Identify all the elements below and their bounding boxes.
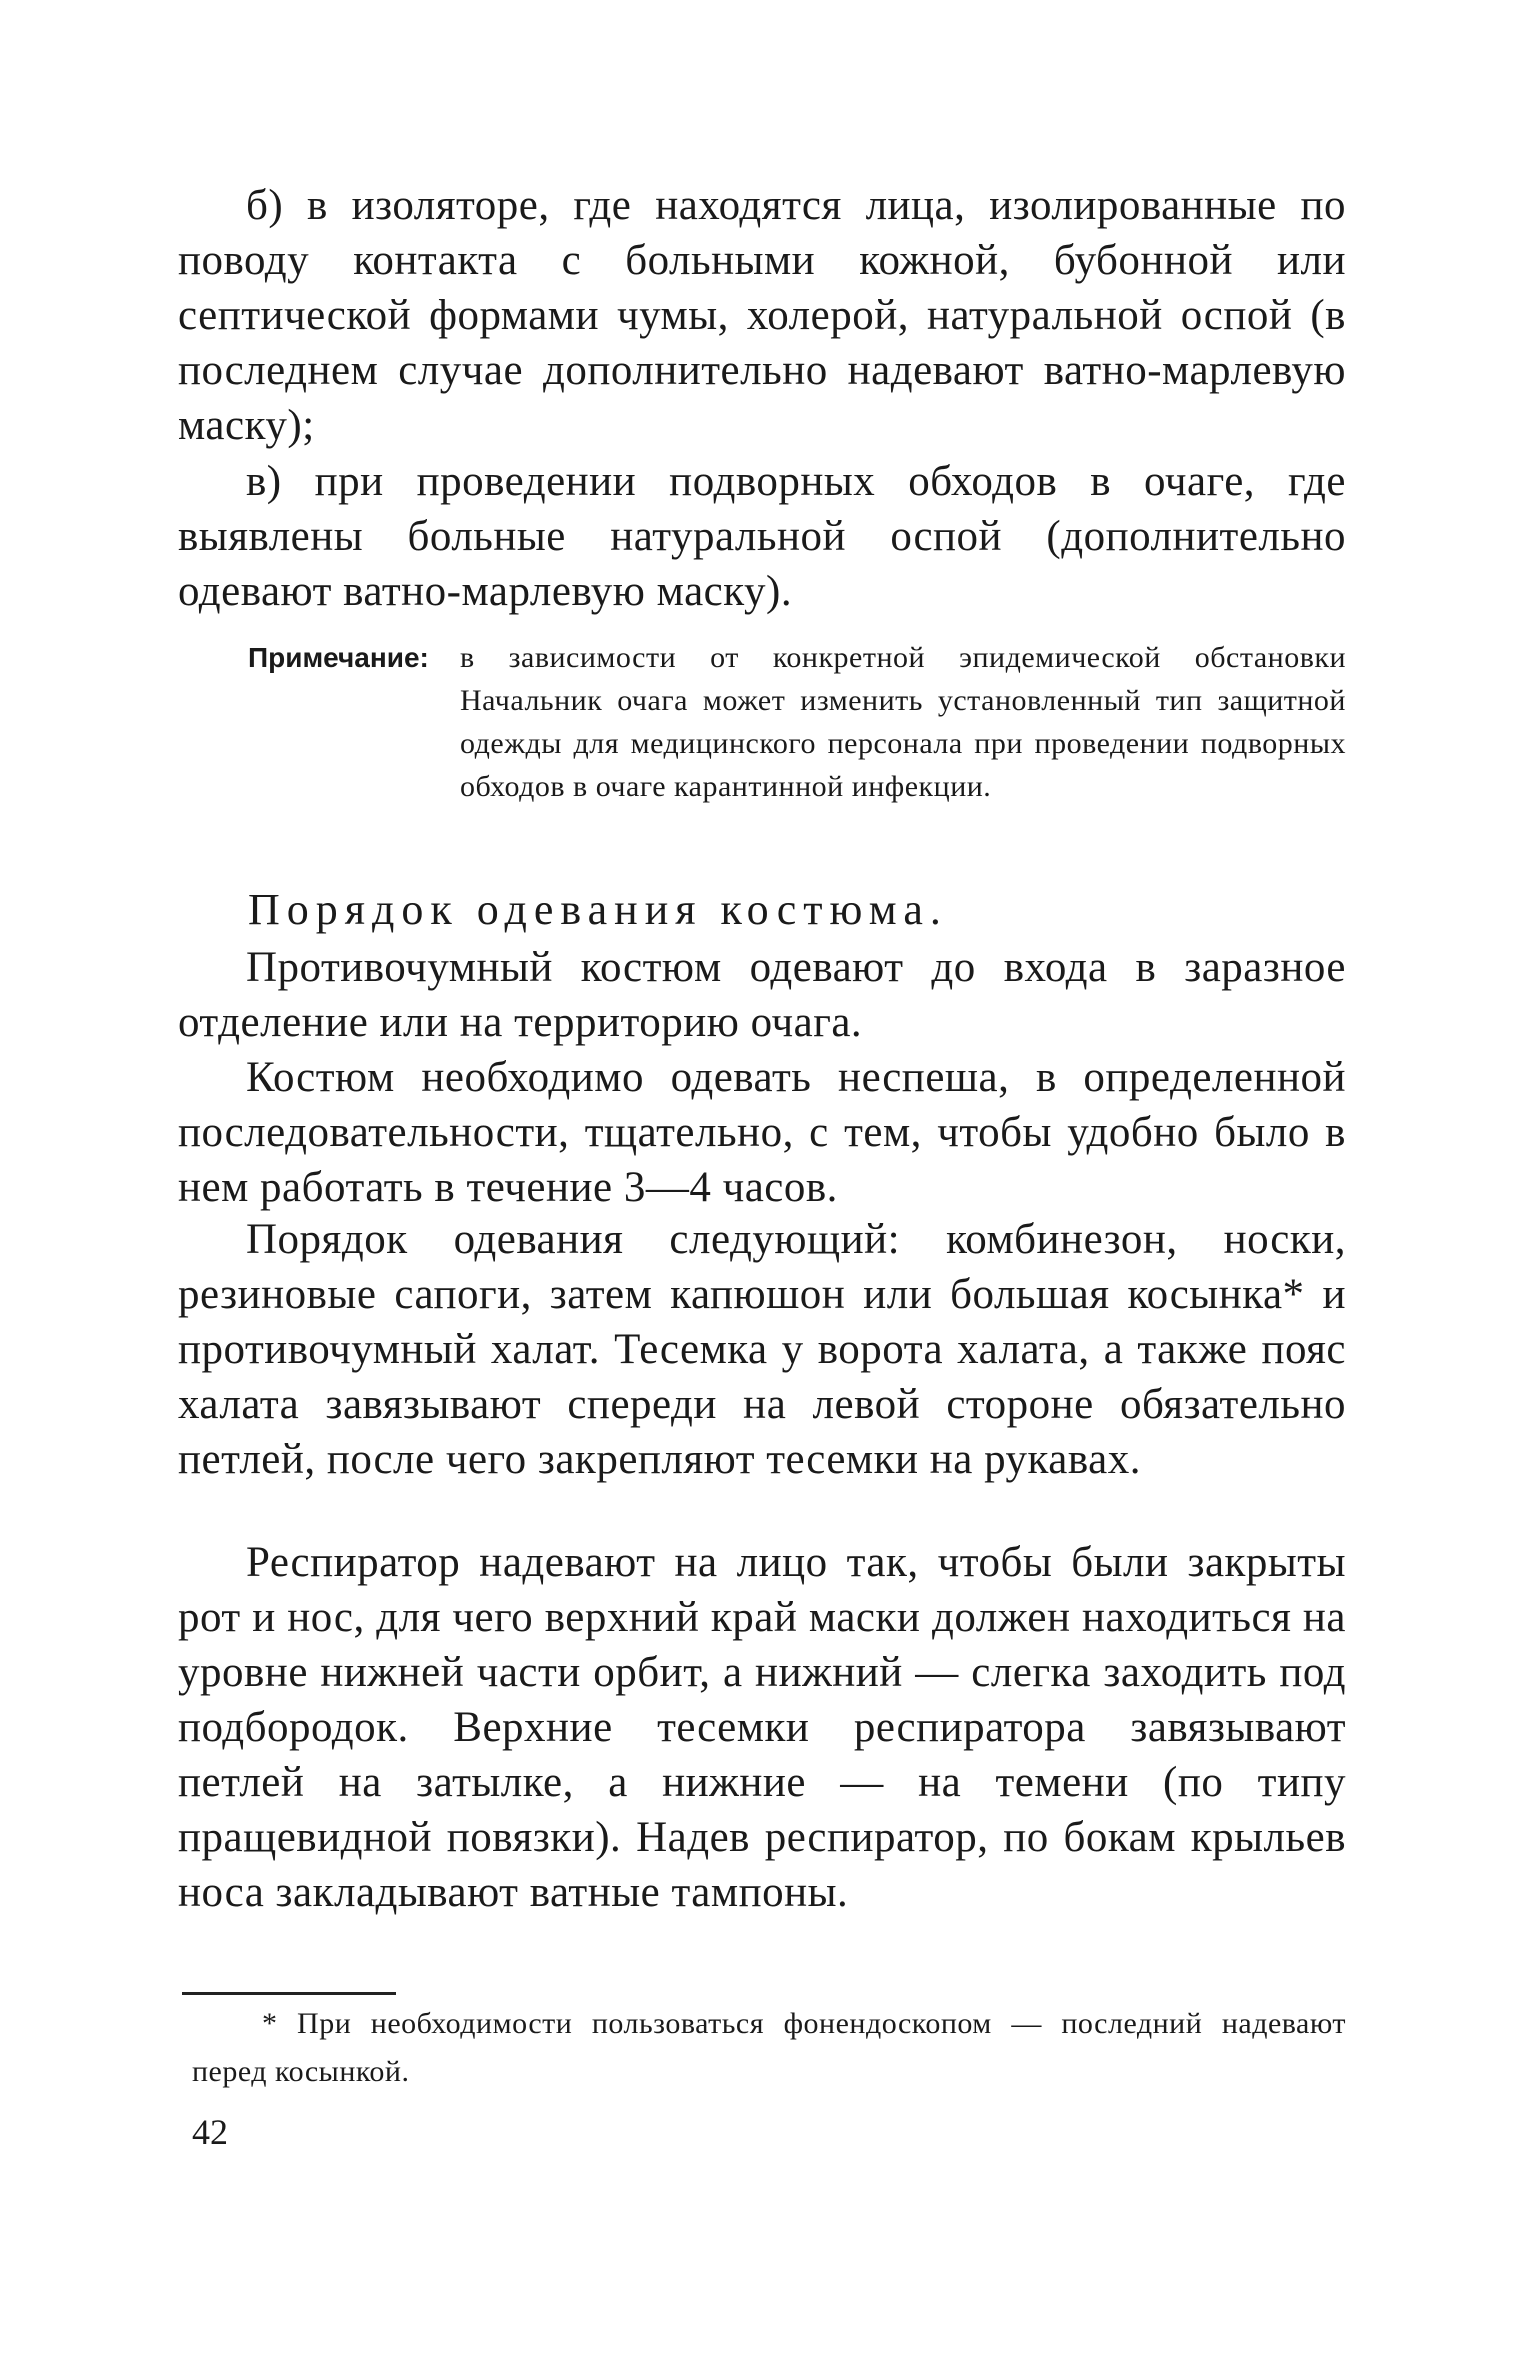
note-text: в зависимости от конкретной эпидемической обстановки Начальник очага может изменить установленный тип защитной одежды для медицинского персонала при проведении подворных обходов в очаге карантинной инфекции. [460,641,1346,803]
footnote-divider [182,1992,396,1995]
note-label: Примечание: [248,642,429,673]
paragraph-b-isolator: б) в изоляторе, где находятся лица, изолированные по поводу контакта с больными кожной, бубонной или септической формами чумы, холерой, натуральной оспой (в последнем случае дополнительно надевают ватно-марлевую маску); [178,182,1346,449]
paragraph-dress-carefully: Костюм необходимо одевать неспеша, в определенной последовательности, тщательно, с тем, чтобы удобно было в нем работать в течение 3—4 часов. [178,1054,1346,1211]
paragraph-dressing-order: Порядок одевания следующий: комбинезон, носки, резиновые сапоги, затем капюшон или большая косынка* и противочумный халат. Тесемка у ворота халата, а также пояс халата завязывают спереди на левой стороне обязательно петлей, после чего закрепляют тесемки на рукавах. [178,1216,1346,1483]
note-block [248,636,1346,808]
paragraph-respirator: Респиратор надевают на лицо так, чтобы были закрыты рот и нос, для чего верхний край маски должен находиться на уровне нижней части орбит, а нижний — слегка заходить под подбородок. Верхние тесемки респиратора завязывают петлей на затылке, а нижние — на темени (по типу пращевидной повязки). Надев респиратор, по бокам крыльев носа закладывают ватные тампоны. [178,1539,1346,1916]
footnote [192,2000,1346,2096]
page-number: 42 [192,2112,228,2152]
paragraph-before-entry: Противочумный костюм одевают до входа в заразное отделение или на территорию очага. [178,944,1346,1046]
paragraph-v-house-rounds: в) при проведении подворных обходов в очаге, где выявлены больные натуральной оспой (дополнительно одевают ватно-марлевую маску). [178,458,1346,615]
footnote-text: * При необходимости пользоваться фонендоскопом — последний надевают перед косынкой. [192,2007,1346,2088]
section-title: Порядок одевания костюма. [248,885,948,934]
